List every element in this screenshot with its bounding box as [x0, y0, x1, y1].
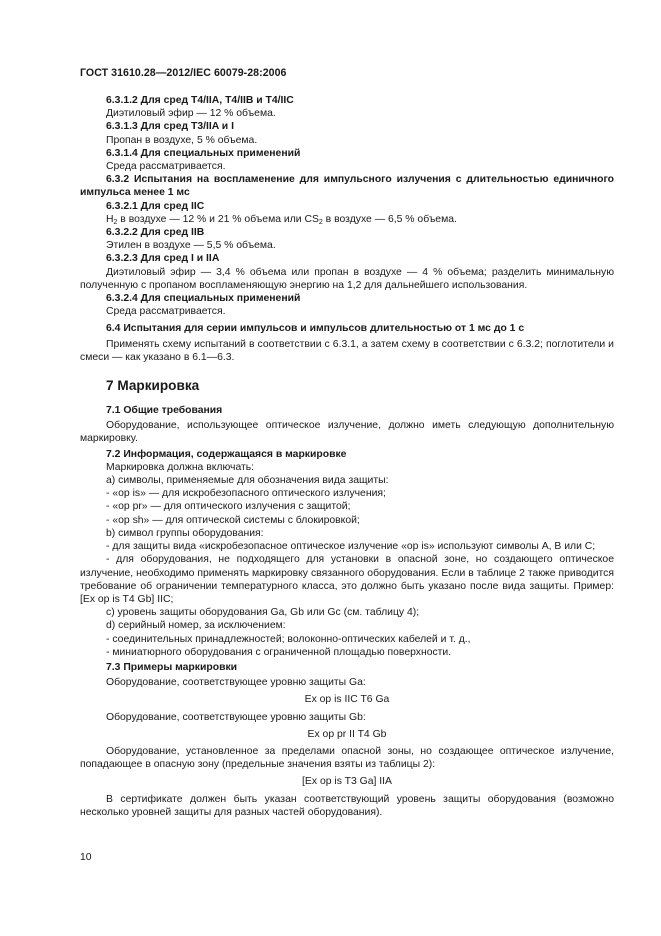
marking-example-1: Ex op is IIC T6 Ga — [304, 694, 390, 706]
section-7-title: 7 Маркировка — [106, 378, 200, 394]
heading-6-3-2-3: 6.3.2.3 Для сред I и IIA — [106, 253, 220, 265]
text-6-3-2-4: Среда рассматривается. — [106, 306, 226, 318]
list-item-b1: - для защиты вида «искробезопасное оптическое излучение «op is» используют символы А, В или С; — [106, 541, 596, 553]
text-6-3-1-4: Среда рассматривается. — [106, 161, 226, 173]
heading-7-2: 7.2 Информация, содержащаяся в маркировке — [106, 448, 347, 460]
text-6-3-2-1 — [80, 213, 614, 226]
heading-6-3-2-4: 6.3.2.4 Для специальных применений — [106, 293, 301, 305]
text-7-3-1: Оборудование, соответствующее уровню защиты Ga: — [106, 677, 366, 689]
heading-6-3-1-2: 6.3.1.2 Для сред T4/IIA, T4/IIB и T4/IIC — [106, 95, 294, 106]
list-item-b: b) символ группы оборудования: — [106, 527, 264, 539]
heading-7-1: 7.1 Общие требования — [106, 405, 223, 417]
text-6-4: Применять схему испытаний в соответствии с 6.3.1, а затем схему в соответствии с 6.3.2; поглотители и смеси — как указано в 6.1—6.3. — [80, 338, 614, 363]
marking-example-2: Ex op pr II T4 Gb — [307, 728, 387, 740]
heading-6-3-2-2: 6.3.2.2 Для сред IIB — [106, 227, 205, 239]
text-6-3-2-3: Диэтиловый эфир — 3,4 % объема или пропан в воздухе — 4 % объема; разделить минимальную полученную с пропаном воспламеняющую энергию на 1,2 для дальнейшего использования. — [80, 266, 614, 291]
list-item-b2: - для оборудования, не подходящего для установки в опасной зоне, но создающего оптическое излучение, необходимо применять маркировку связанного оборудования. Если в таблице 2 также приводится требование об ограничении температурного класса, это должно быть указано после вида защиты. Пример: [Ex op is T4 Gb] IIC; — [80, 554, 614, 605]
list-item-d: d) серийный номер, за исключением: — [106, 620, 286, 632]
list-item-d2: - миниатюрного оборудования с ограниченной площадью поверхности. — [106, 646, 452, 658]
list-item-a2: - «op pr» — для оптического излучения с защитой; — [106, 501, 351, 513]
text-part: в воздухе — 6,5 % объема. — [322, 213, 457, 225]
text-part: в воздухе — 12 % и 21 % объема или CS — [117, 213, 319, 225]
list-item-a: a) символы, применяемые для обозначения вида защиты: — [106, 475, 389, 487]
text-6-3-1-3: Пропан в воздухе, 5 % объема. — [106, 134, 258, 146]
heading-6-3-1-4: 6.3.1.4 Для специальных применений — [106, 147, 301, 159]
heading-6-3-2-1: 6.3.2.1 Для сред IIC — [106, 200, 205, 212]
heading-6-3-2: 6.3.2 Испытания на воспламенение для импульсного излучения с длительностью единичного импульса менее 1 мс — [80, 174, 614, 199]
text-7-3-4: В сертификате должен быть указан соответствующий уровень защиты оборудования (возможно несколько уровней защиты для разных частей оборудования). — [80, 793, 614, 818]
heading-7-3: 7.3 Примеры маркировки — [106, 661, 238, 673]
heading-6-3-1-3: 6.3.1.3 Для сред T3/IIA и I — [106, 121, 234, 133]
marking-example-3: [Ex op is T3 Ga] IIA — [302, 776, 392, 788]
list-item-d1: - соединительных принадлежностей; волоконно-оптических кабелей и т. д., — [106, 633, 471, 645]
page-number: 10 — [80, 852, 92, 863]
list-item-a3: - «op sh» — для оптической системы с блокировкой; — [106, 514, 360, 526]
text-7-3-3: Оборудование, установленное за пределами опасной зоны, но создающее оптическое излучение, попадающее в опасную зону (предельные значения взяты из таблицы 2): — [80, 745, 614, 771]
text-7-2-intro: Маркировка должна включать: — [106, 461, 255, 473]
text-7-1: Оборудование, использующее оптическое излучение, должно иметь следующую дополнительную маркировку. — [80, 420, 614, 445]
text-6-3-2-2: Этилен в воздухе — 5,5 % объема. — [106, 240, 276, 252]
list-item-c: c) уровень защиты оборудования Ga, Gb или Gc (см. таблицу 4); — [106, 607, 420, 619]
text-h: H — [106, 213, 114, 225]
subscript-2: 2 — [318, 218, 323, 226]
text-7-3-2: Оборудование, соответствующее уровню защиты Gb: — [106, 711, 366, 723]
document-body — [80, 94, 614, 819]
subscript-2: 2 — [113, 218, 118, 226]
list-item-a1: - «op is» — для искробезопасного оптического излучения; — [106, 488, 386, 500]
document-header: ГОСТ 31610.28—2012/IEC 60079-28:2006 — [80, 67, 287, 79]
heading-6-4: 6.4 Испытания для серии импульсов и импульсов длительностью от 1 мс до 1 с — [106, 323, 525, 335]
text-6-3-1-2: Диэтиловый эфир — 12 % объема. — [106, 108, 276, 120]
